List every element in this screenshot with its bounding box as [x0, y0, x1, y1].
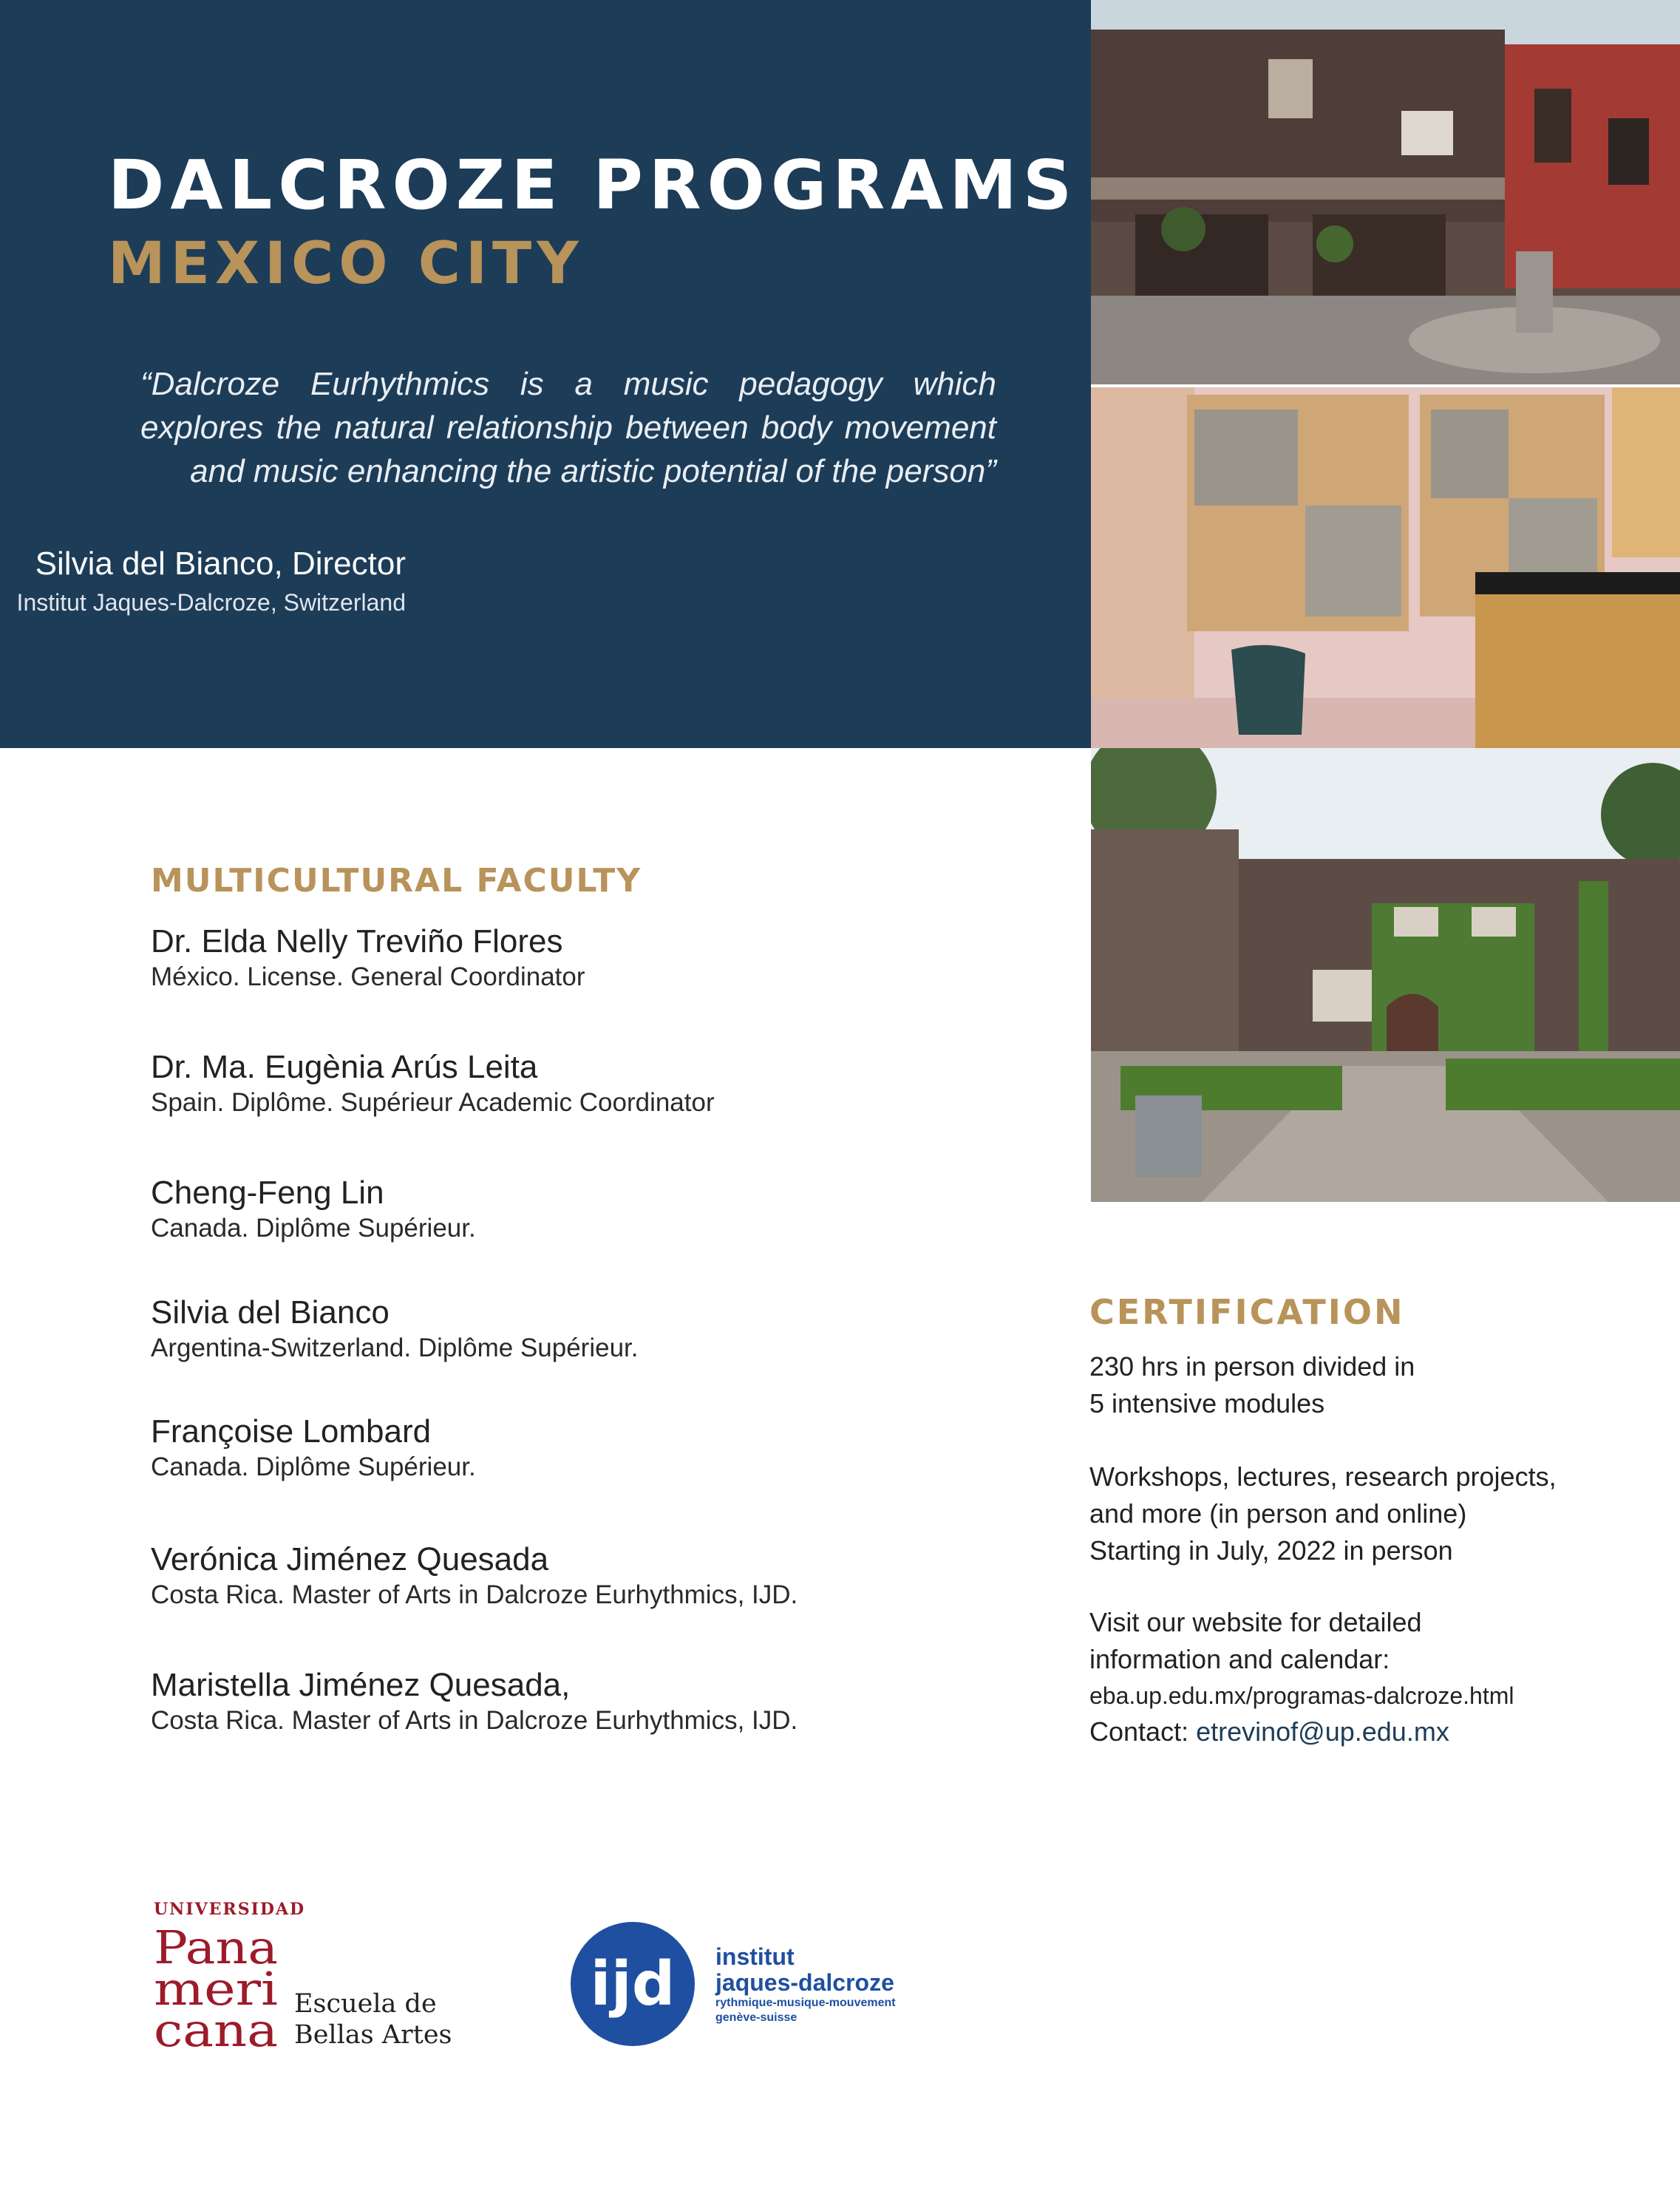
faculty-member-name: Cheng-Feng Lin [151, 1175, 384, 1211]
cert-format: and more (in person and online) [1089, 1498, 1467, 1529]
faculty-member [151, 1540, 1038, 1611]
ijd-line-2: jaques-dalcroze [715, 1969, 894, 1996]
faculty-heading: MULTICULTURAL FACULTY [151, 862, 642, 900]
panamericana-mark-icon [154, 1925, 278, 2048]
garden-photo [1091, 748, 1680, 1202]
faculty-member-name: Dr. Ma. Eugènia Arús Leita [151, 1049, 538, 1085]
ijd-mark-text: ijd [590, 1949, 676, 2019]
faculty-member-role: Costa Rica. Master of Arts in Dalcroze Eurhythmics, IJD. [151, 1706, 798, 1735]
faculty-member-name: Maristella Jiménez Quesada, [151, 1667, 571, 1703]
faculty-member-role: México. License. General Coordinator [151, 962, 585, 991]
ijd-line-4: genève-suisse [715, 2011, 798, 2024]
faculty-member [151, 1048, 1038, 1119]
faculty-member-name: Dr. Elda Nelly Treviño Flores [151, 923, 563, 959]
up-school-name [294, 1988, 452, 2051]
faculty-member-role: Spain. Diplôme. Supérieur Academic Coordinator [151, 1088, 715, 1117]
page-subtitle: MEXICO CITY [108, 231, 584, 297]
cert-visit: Visit our website for detailed [1089, 1607, 1422, 1637]
quote-text: “Dalcroze Eurhythmics is a music pedagogy which explores the natural relationship between body movement and music enhancing the artistic potential of the person” [140, 366, 996, 489]
cert-calendar: information and calendar: [1089, 1644, 1390, 1674]
faculty-member [151, 1413, 1038, 1484]
faculty-member [151, 1174, 1038, 1245]
certification-heading: CERTIFICATION [1089, 1292, 1405, 1332]
svg-text:meri: meri [154, 1962, 278, 2016]
studio-photo [1091, 387, 1680, 748]
website-link[interactable]: eba.up.edu.mx/programas-dalcroze.html [1089, 1682, 1514, 1709]
faculty-member-name: Verónica Jiménez Quesada [151, 1541, 549, 1577]
quote-author: Silvia del Bianco, Director [35, 546, 406, 582]
up-school-line-1: Escuela de [294, 1989, 437, 2019]
faculty-member-name: Françoise Lombard [151, 1413, 432, 1450]
ijd-line-1: institut [715, 1943, 795, 1970]
ijd-wordmark [715, 1944, 896, 2025]
ijd-mark-icon [571, 1922, 695, 2046]
svg-text:cana: cana [154, 2003, 278, 2048]
cert-workshops: Workshops, lectures, research projects, [1089, 1461, 1557, 1492]
faculty-member-role: Argentina-Switzerland. Diplôme Supérieur. [151, 1333, 639, 1362]
faculty-member-name: Silvia del Bianco [151, 1294, 390, 1331]
cert-start: Starting in July, 2022 in person [1089, 1535, 1453, 1566]
faculty-member [151, 923, 1038, 993]
faculty-member [151, 1666, 1038, 1737]
faculty-member [151, 1294, 1038, 1365]
faculty-member-role: Costa Rica. Master of Arts in Dalcroze Eurhythmics, IJD. [151, 1580, 798, 1609]
contact-label: Contact: [1089, 1716, 1189, 1747]
up-school-line-2: Bellas Artes [294, 2020, 452, 2050]
ijd-logo [571, 1922, 955, 2048]
hero-banner [0, 0, 1091, 748]
quote-organization: Institut Jaques-Dalcroze, Switzerland [16, 589, 406, 616]
faculty-member-role: Canada. Diplôme Supérieur. [151, 1453, 476, 1481]
contact-email-link[interactable]: etrevinof@up.edu.mx [1196, 1716, 1449, 1747]
faculty-member-role: Canada. Diplôme Supérieur. [151, 1214, 476, 1243]
page-title: DALCROZE PROGRAMS [108, 146, 1078, 225]
universidad-panamericana-logo [154, 1900, 472, 2055]
contact-line [1089, 1716, 1449, 1747]
svg-text:Pana: Pana [154, 1925, 278, 1974]
ijd-line-3: rythmique-musique-mouvement [715, 1997, 896, 2009]
cert-hours: 230 hrs in person divided in [1089, 1351, 1415, 1382]
up-caps-text: UNIVERSIDAD [154, 1900, 306, 1919]
cert-modules: 5 intensive modules [1089, 1388, 1325, 1419]
courtyard-photo [1091, 0, 1680, 384]
